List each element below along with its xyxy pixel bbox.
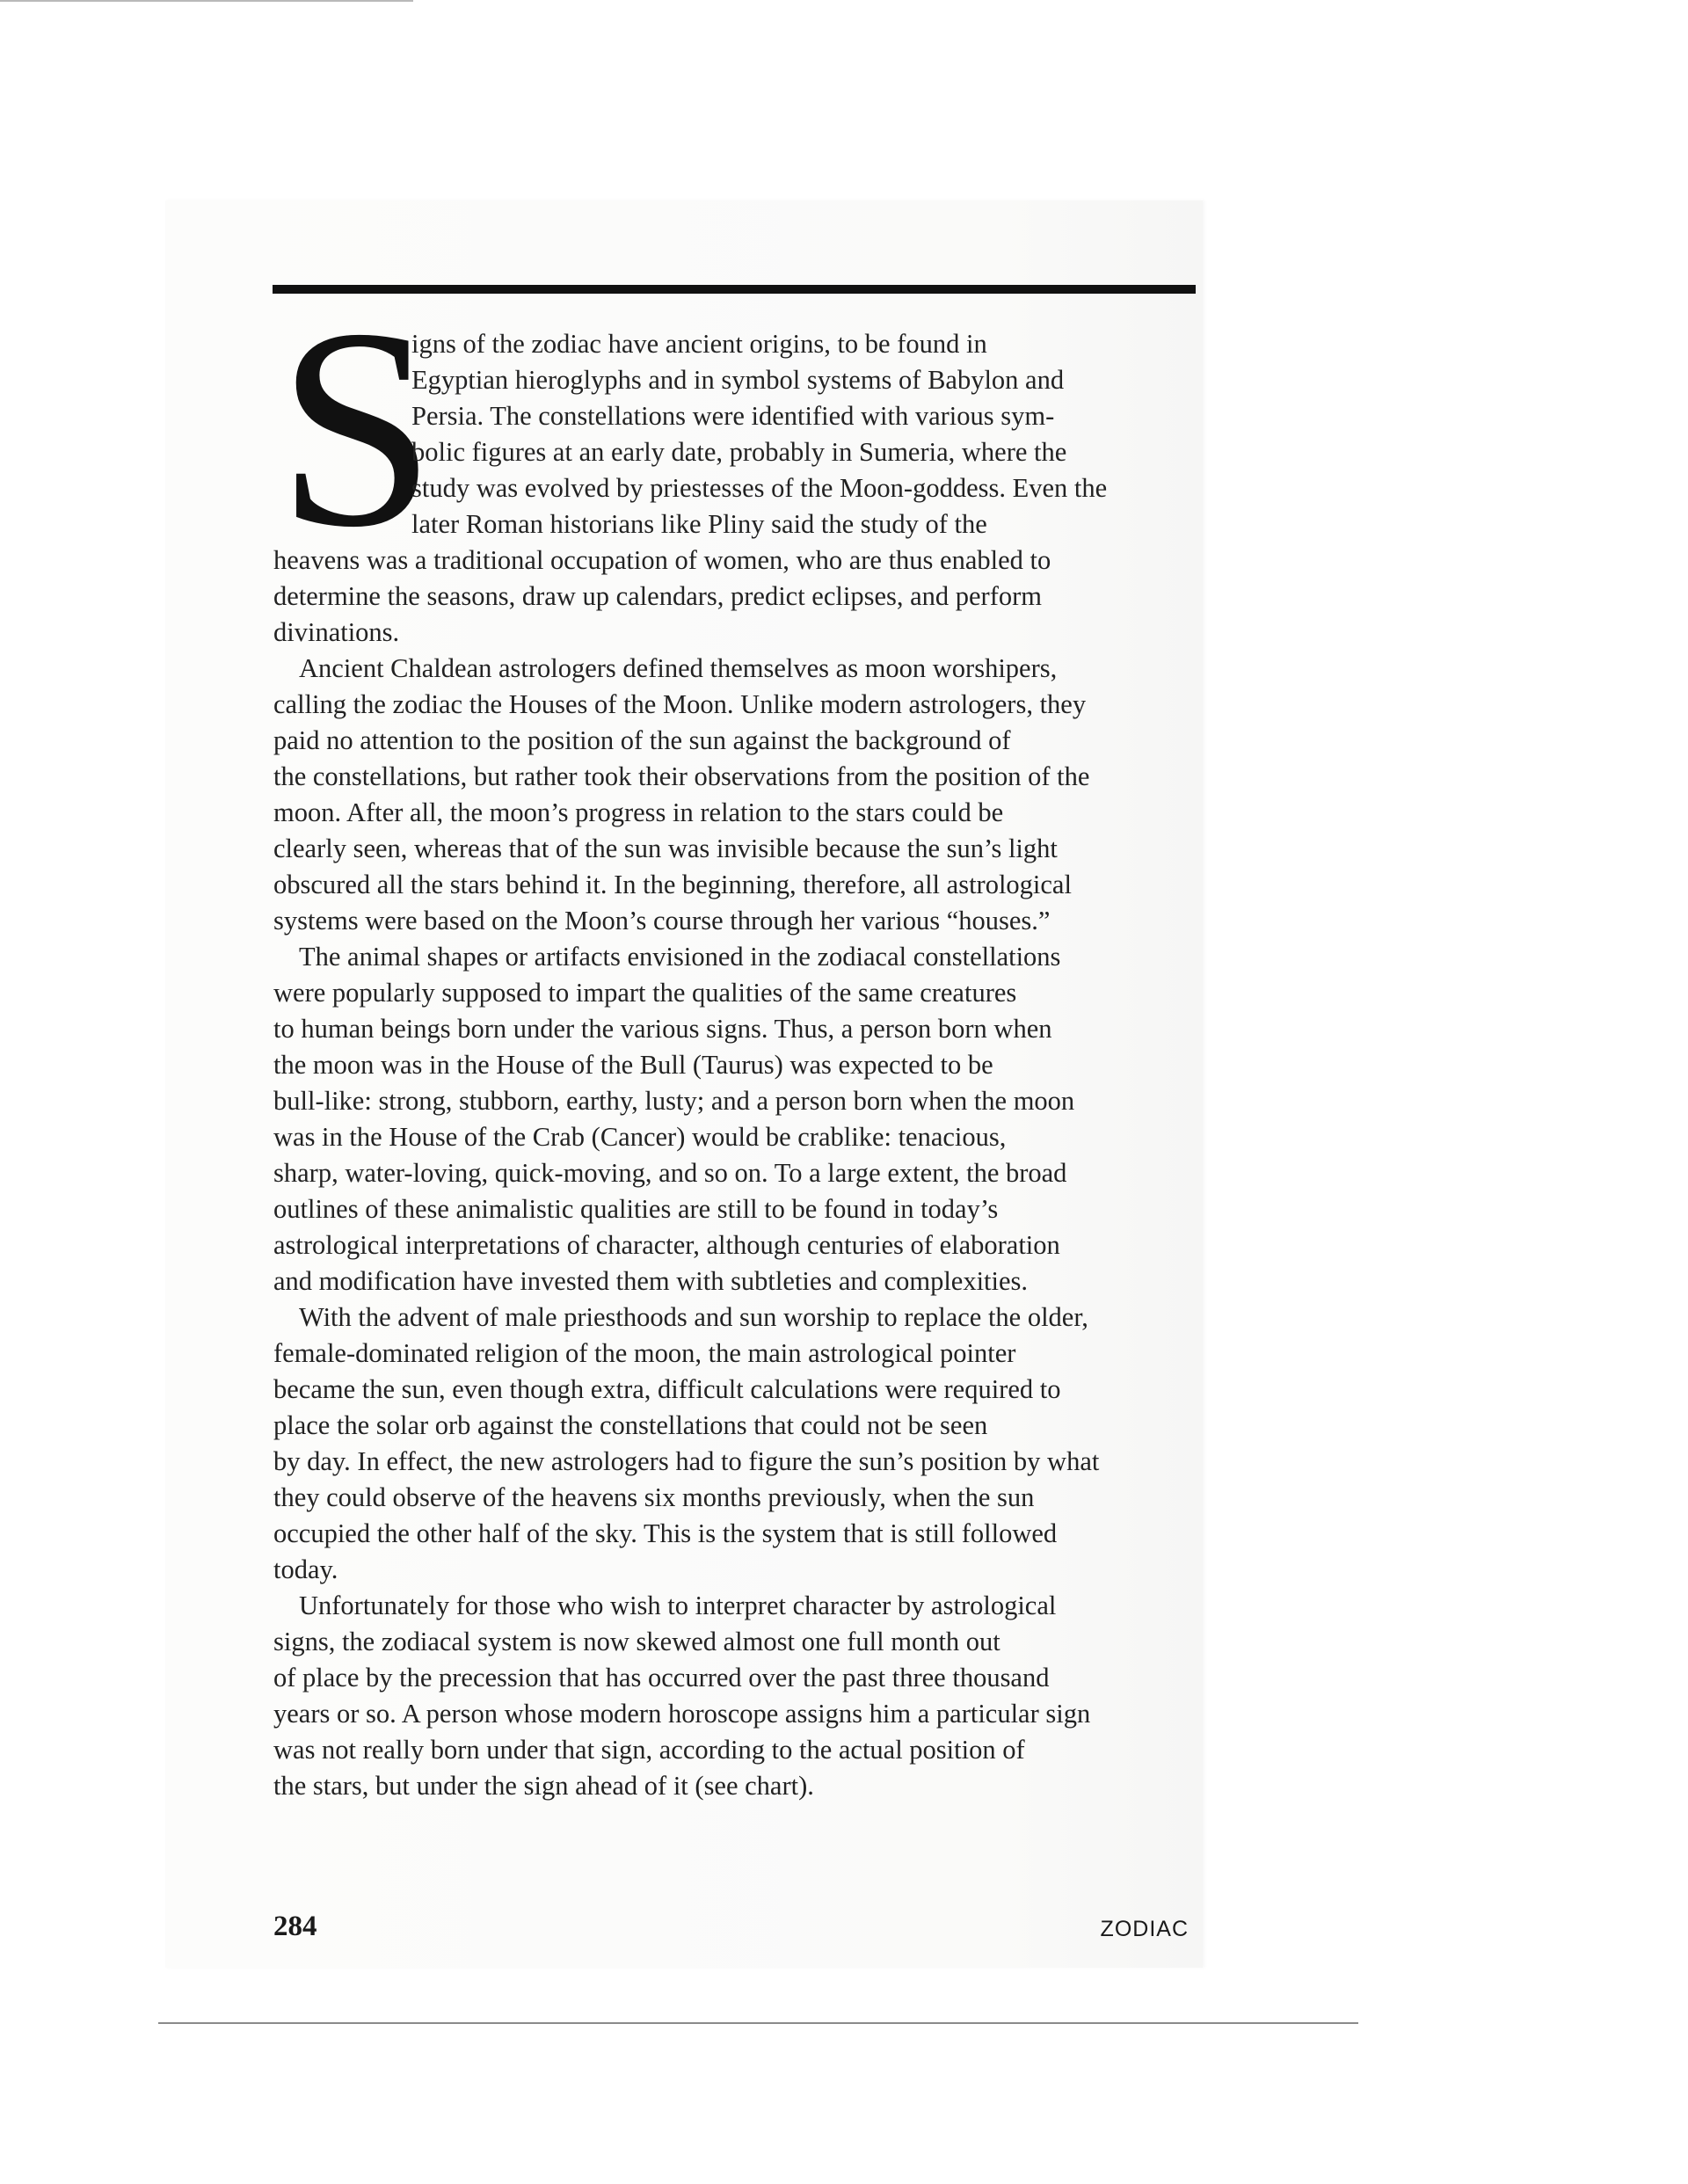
text-line: was not really born under that sign, according to the actual position of [273, 1735, 1025, 1765]
text-line: and modification have invested them with subtleties and complexities. [273, 1266, 1029, 1296]
text-line: was in the House of the Crab (Cancer) would be crablike: tenacious, [273, 1122, 1007, 1152]
page-bottom-edge [158, 2022, 1358, 2024]
text-line: sharp, water-loving, quick-moving, and so on. To a large extent, the broad [273, 1158, 1067, 1188]
text-line: signs, the zodiacal system is now skewed almost one full month out [273, 1627, 1000, 1656]
text-line: clearly seen, whereas that of the sun was invisible because the sun’s light [273, 834, 1058, 863]
text-line: paid no attention to the position of the sun against the background of [273, 725, 1011, 755]
text-line: became the sun, even though extra, difficult calculations were required to [273, 1374, 1061, 1404]
text-line: obscured all the stars behind it. In the beginning, therefore, all astrological [273, 870, 1072, 899]
text-line: Egyptian hieroglyphs and in symbol systems of Babylon and [411, 365, 1065, 395]
text-line: they could observe of the heavens six months previously, when the sun [273, 1482, 1035, 1512]
text-line: bolic figures at an early date, probably in Sumeria, where the [411, 437, 1067, 467]
text-line: of place by the precession that has occurred over the past three thousand [273, 1663, 1050, 1693]
text-line: later Roman historians like Pliny said the study of the [411, 509, 987, 539]
text-line: the moon was in the House of the Bull (Taurus) was expected to be [273, 1050, 993, 1080]
text-line: systems were based on the Moon’s course through her various “houses.” [273, 906, 1051, 935]
text-line: study was evolved by priestesses of the Moon-goddess. Even the [411, 473, 1108, 503]
text-line: years or so. A person whose modern horoscope assigns him a particular sign [273, 1699, 1091, 1729]
drop-cap: S [277, 270, 436, 586]
text-line: by day. In effect, the new astrologers had to figure the sun’s position by what [273, 1446, 1100, 1476]
text-line: determine the seasons, draw up calendars, predict eclipses, and perform [273, 581, 1043, 611]
text-line: The animal shapes or artifacts envisioned in the zodiacal constellations [299, 942, 1061, 972]
text-line: igns of the zodiac have ancient origins, to be found in [411, 329, 987, 359]
text-line: to human beings born under the various signs. Thus, a person born when [273, 1014, 1052, 1044]
text-line: With the advent of male priesthoods and sun worship to replace the older, [299, 1302, 1088, 1332]
scan-edge [0, 0, 413, 2]
text-line: divinations. [273, 617, 400, 647]
text-line: occupied the other half of the sky. This is the system that is still followed [273, 1518, 1058, 1548]
text-line: Persia. The constellations were identified with various sym- [411, 401, 1055, 431]
running-head: ZODIAC [1100, 1917, 1189, 1941]
text-line: outlines of these animalistic qualities are still to be found in today’s [273, 1194, 999, 1224]
text-line: the stars, but under the sign ahead of it (see chart). [273, 1771, 814, 1801]
text-line: the constellations, but rather took their observations from the position of the [273, 761, 1090, 791]
text-line: Unfortunately for those who wish to interpret character by astrological [299, 1591, 1057, 1620]
text-line: female-dominated religion of the moon, the main astrological pointer [273, 1338, 1016, 1368]
text-line: today. [273, 1554, 338, 1584]
text-line: Ancient Chaldean astrologers defined themselves as moon worshipers, [299, 653, 1058, 683]
text-line: place the solar orb against the constellations that could not be seen [273, 1410, 988, 1440]
text-line: calling the zodiac the Houses of the Moon. Unlike modern astrologers, they [273, 689, 1087, 719]
text-line: moon. After all, the moon’s progress in relation to the stars could be [273, 797, 1004, 827]
text-line: astrological interpretations of character, although centuries of elaboration [273, 1230, 1060, 1260]
text-line: heavens was a traditional occupation of women, who are thus enabled to [273, 545, 1051, 575]
text-line: bull-like: strong, stubborn, earthy, lusty; and a person born when the moon [273, 1086, 1075, 1116]
text-line: were popularly supposed to impart the qualities of the same creatures [273, 978, 1017, 1008]
page-number: 284 [273, 1911, 317, 1942]
